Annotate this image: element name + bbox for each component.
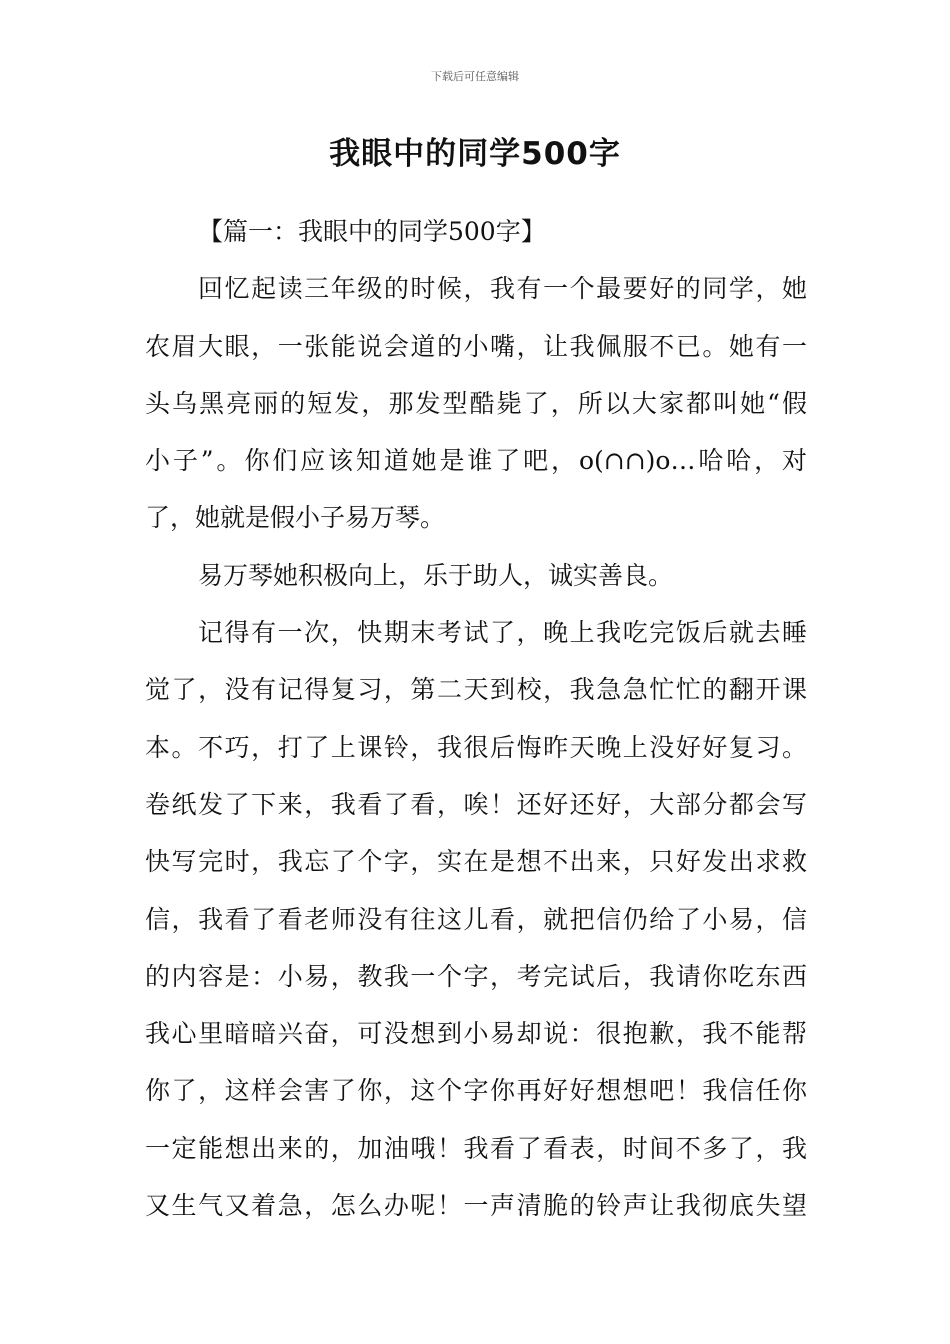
text-line: 卷纸发了下来，我看了看，唉！还好还好，大部分都会写: [145, 789, 807, 819]
text-line: 一定能想出来的，加油哦！我看了看表，时间不多了，我: [145, 1133, 807, 1163]
text-line: 易万琴她积极向上，乐于助人，诚实善良。: [198, 560, 674, 590]
text-line: 农眉大眼，一张能说会道的小嘴，让我佩服不已。她有一: [145, 331, 807, 361]
text-line: 了，她就是假小子易万琴。: [145, 503, 446, 533]
document-body: [145, 203, 807, 1234]
text-line: 我心里暗暗兴奋，可没想到小易却说：很抱歉，我不能帮: [145, 1019, 807, 1049]
text-line: 回忆起读三年级的时候，我有一个最要好的同学，她: [198, 274, 807, 304]
text-line: 觉了，没有记得复习，第二天到校，我急急忙忙的翻开课: [145, 675, 807, 705]
text-line: 小子”。你们应该知道她是谁了吧，o(∩∩)o…哈哈，对: [145, 446, 807, 476]
header-note: 下载后可任意编辑: [431, 70, 519, 83]
text-line: 【篇一：我眼中的同学500字】: [198, 217, 546, 246]
text-line: 快写完时，我忘了个字，实在是想不出来，只好发出求救: [145, 847, 807, 877]
text-line: 信，我看了看老师没有往这儿看，就把信仍给了小易，信: [145, 904, 807, 934]
text-line: 本。不巧，打了上课铃，我很后悔昨天晚上没好好复习。: [145, 732, 807, 762]
document-title: 我眼中的同学500字: [329, 136, 621, 172]
text-line: 的内容是：小易，教我一个字，考完试后，我请你吃东西: [145, 961, 807, 991]
text-line: 头乌黑亮丽的短发，那发型酷毙了，所以大家都叫她“假: [145, 388, 807, 418]
text-line: 记得有一次，快期末考试了，晚上我吃完饭后就去睡: [198, 618, 807, 648]
text-line: 又生气又着急，怎么办呢！一声清脆的铃声让我彻底失望: [145, 1191, 807, 1221]
text-line: 你了，这样会害了你，这个字你再好好想想吧！我信任你: [145, 1076, 807, 1106]
